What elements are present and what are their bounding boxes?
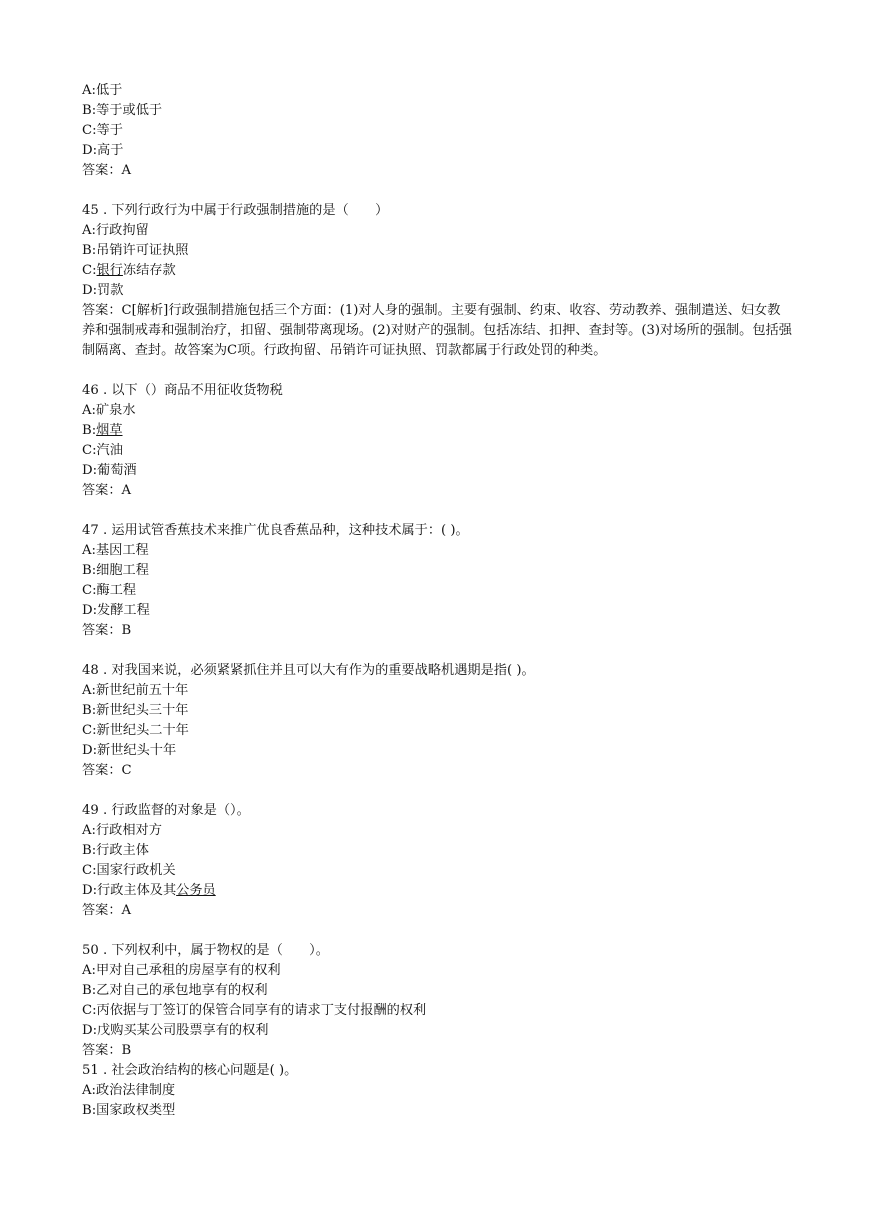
civil-servant-link[interactable]: 公务员 xyxy=(176,883,216,898)
option-d: D:戊购买某公司股票享有的权利 xyxy=(82,1023,269,1038)
question-47 xyxy=(82,521,792,641)
option-b: B:国家政权类型 xyxy=(82,1103,176,1118)
option-d: D:高于 xyxy=(82,143,124,158)
answer-explanation: 答案：C[解析]行政强制措施包括三个方面：(1)对人身的强制。主要有强制、约束、收容、劳动教养、强制遣送、妇女教养和强制戒毒和强制治疗，扣留、强制带离现场。(2)对财产的强制。包括冻结、扣押、查封等。(3)对场所的强制。包括强制隔离、查封。故答案为C项。行政拘留、吊销许可证执照、罚款都属于行政处罚的种类。 xyxy=(82,303,792,358)
document-page xyxy=(82,81,792,1121)
option-b: B:新世纪头三十年 xyxy=(82,703,189,718)
option-a: A:政治法律制度 xyxy=(82,1083,176,1098)
option-c: C:丙依据与丁签订的保管合同享有的请求丁支付报酬的权利 xyxy=(82,1003,427,1018)
option-a: A:新世纪前五十年 xyxy=(82,683,189,698)
option-c xyxy=(82,261,792,281)
option-d: D:罚款 xyxy=(82,283,124,298)
question-text: 51 . 社会政治结构的核心问题是( )。 xyxy=(82,1063,298,1078)
question-49 xyxy=(82,801,792,921)
question-text: 49 . 行政监督的对象是（）。 xyxy=(82,803,250,818)
question-48 xyxy=(82,661,792,781)
question-text: 48 . 对我国来说，必须紧紧抓住并且可以大有作为的重要战略机遇期是指( )。 xyxy=(82,663,535,678)
option-prefix: C: xyxy=(82,263,97,278)
question-text: 50 . 下列权利中，属于物权的是（ ）。 xyxy=(82,943,329,958)
question-text: 46 . 以下（）商品不用征收货物税 xyxy=(82,383,283,398)
answer: 答案：B xyxy=(82,1043,132,1058)
question-45 xyxy=(82,201,792,361)
question-50 xyxy=(82,941,792,1061)
question-46 xyxy=(82,381,792,501)
answer: 答案：A xyxy=(82,483,132,498)
option-a: A:行政拘留 xyxy=(82,223,149,238)
spacer xyxy=(82,361,792,381)
answer: 答案：C xyxy=(82,763,132,778)
spacer xyxy=(82,781,792,801)
tobacco-link[interactable]: 烟草 xyxy=(96,423,123,438)
question-44 xyxy=(82,81,792,181)
option-a: A:基因工程 xyxy=(82,543,149,558)
option-b: B:细胞工程 xyxy=(82,563,149,578)
option-b: B:等于或低于 xyxy=(82,103,163,118)
answer: 答案：A xyxy=(82,903,132,918)
option-b: B:乙对自己的承包地享有的权利 xyxy=(82,983,268,998)
spacer xyxy=(82,921,792,941)
bank-link[interactable]: 银行 xyxy=(96,263,123,278)
question-text: 47 . 运用试管香蕉技术来推广优良香蕉品种，这种技术属于：( )。 xyxy=(82,523,469,538)
spacer xyxy=(82,181,792,201)
option-prefix: D:行政主体及其 xyxy=(82,883,177,898)
answer: 答案：A xyxy=(82,163,132,178)
spacer xyxy=(82,641,792,661)
option-prefix: B: xyxy=(82,423,97,438)
option-suffix: 冻结存款 xyxy=(122,263,176,278)
option-c: C:酶工程 xyxy=(82,583,137,598)
option-c: C:等于 xyxy=(82,123,123,138)
option-a: A:矿泉水 xyxy=(82,403,136,418)
option-b xyxy=(82,421,792,441)
option-b: B:吊销许可证执照 xyxy=(82,243,189,258)
option-d: D:新世纪头十年 xyxy=(82,743,177,758)
option-c: C:新世纪头二十年 xyxy=(82,723,189,738)
option-d xyxy=(82,881,792,901)
option-b: B:行政主体 xyxy=(82,843,149,858)
question-51 xyxy=(82,1061,792,1121)
option-a: A:甲对自己承租的房屋享有的权利 xyxy=(82,963,281,978)
option-d: D:葡萄酒 xyxy=(82,463,137,478)
answer: 答案：B xyxy=(82,623,132,638)
option-a: A:行政相对方 xyxy=(82,823,162,838)
question-text: 45 . 下列行政行为中属于行政强制措施的是（ ） xyxy=(82,203,389,218)
option-c: C:汽油 xyxy=(82,443,123,458)
option-c: C:国家行政机关 xyxy=(82,863,176,878)
spacer xyxy=(82,501,792,521)
option-d: D:发酵工程 xyxy=(82,603,150,618)
option-a: A:低于 xyxy=(82,83,123,98)
